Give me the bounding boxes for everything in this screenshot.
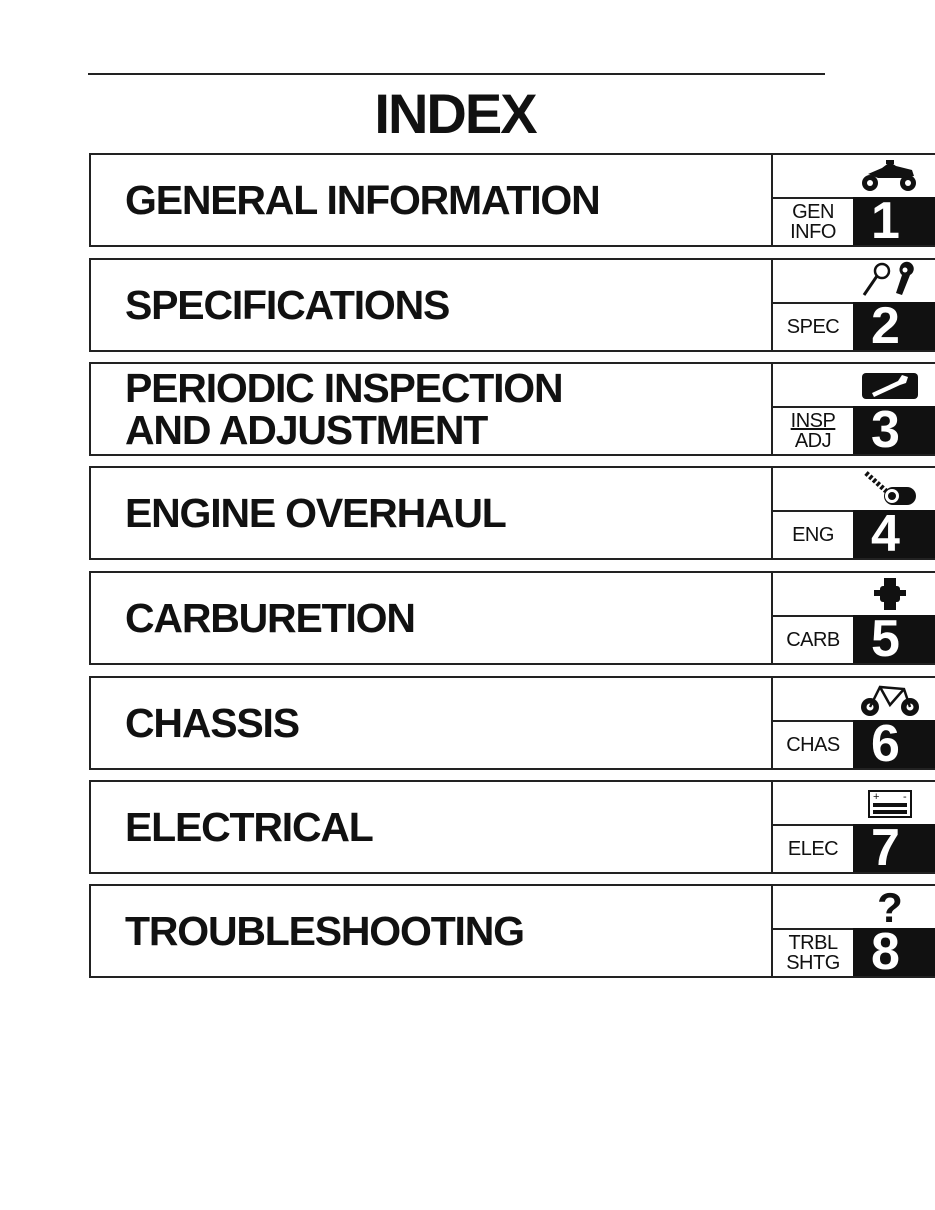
question-mark-icon	[773, 884, 935, 930]
section-tab[interactable]	[771, 780, 935, 877]
section-title-line: GENERAL INFORMATION	[125, 177, 600, 223]
tab-number: 8	[853, 928, 935, 976]
section-tab[interactable]	[771, 571, 935, 668]
section-tab[interactable]	[771, 466, 935, 563]
battery-icon	[773, 780, 935, 826]
tab-number: 6	[853, 720, 935, 768]
tab-label-line: SPEC	[786, 316, 840, 338]
tab-number: 1	[853, 197, 935, 245]
tab-number: 3	[853, 406, 935, 454]
tools-icon	[773, 258, 935, 304]
svg-text:?: ?	[877, 886, 903, 928]
wrench-icon	[773, 362, 935, 408]
section-specifications[interactable]	[89, 258, 935, 355]
section-title	[125, 678, 755, 768]
section-tab[interactable]	[771, 676, 935, 773]
tab-label	[773, 302, 853, 350]
tab-label-line: ADJ	[794, 430, 832, 452]
section-title-line: CARBURETION	[125, 595, 415, 641]
section-general-information[interactable]	[89, 153, 935, 250]
tab-label	[773, 720, 853, 768]
section-title-line: CHASSIS	[125, 700, 299, 746]
section-title-line: ENGINE OVERHAUL	[125, 490, 506, 536]
section-title	[125, 260, 755, 350]
atv-icon	[773, 153, 935, 199]
tab-label-line: TRBL	[788, 932, 838, 954]
section-tab[interactable]	[771, 362, 935, 459]
page-title: INDEX	[374, 82, 536, 145]
tab-number: 4	[853, 510, 935, 558]
section-title-line: PERIODIC INSPECTION	[125, 365, 563, 411]
section-title	[125, 886, 755, 976]
section-tab[interactable]	[771, 884, 935, 981]
tab-label	[773, 928, 853, 976]
section-carburetion[interactable]	[89, 571, 935, 668]
piston-icon	[773, 466, 935, 512]
section-periodic-inspection[interactable]	[89, 362, 935, 459]
section-title-line: SPECIFICATIONS	[125, 282, 450, 328]
tab-label-line: CARB	[786, 629, 840, 651]
tab-label	[773, 406, 853, 454]
chassis-frame-icon	[773, 676, 935, 722]
section-title	[125, 155, 755, 245]
carburetor-icon	[773, 571, 935, 617]
top-rule	[88, 73, 825, 75]
tab-label-line: INFO	[790, 221, 836, 243]
tab-label	[773, 510, 853, 558]
tab-label-line: SHTG	[786, 952, 840, 974]
tab-label-line: INSP	[790, 410, 836, 432]
section-electrical[interactable]	[89, 780, 935, 877]
tab-label-line: ENG	[792, 524, 834, 546]
section-chassis[interactable]	[89, 676, 935, 773]
section-title	[125, 468, 755, 558]
tab-label	[773, 197, 853, 245]
tab-label-line: GEN	[792, 201, 834, 223]
tab-label	[773, 824, 853, 872]
section-title-line: TROUBLESHOOTING	[125, 908, 524, 954]
section-title	[125, 364, 755, 454]
section-engine-overhaul[interactable]	[89, 466, 935, 563]
svg-text:+: +	[873, 791, 880, 803]
section-tab[interactable]	[771, 258, 935, 355]
tab-label-line: CHAS	[786, 734, 840, 756]
tab-label-line: ELEC	[787, 838, 839, 860]
tab-number: 2	[853, 302, 935, 350]
tab-label	[773, 615, 853, 663]
section-troubleshooting[interactable]	[89, 884, 935, 981]
tab-number: 7	[853, 824, 935, 872]
section-title-line: AND ADJUSTMENT	[125, 407, 488, 453]
svg-text:-: -	[903, 791, 907, 803]
section-title-line: ELECTRICAL	[125, 804, 373, 850]
section-tab[interactable]	[771, 153, 935, 250]
section-title	[125, 573, 755, 663]
tab-number: 5	[853, 615, 935, 663]
section-title	[125, 782, 755, 872]
